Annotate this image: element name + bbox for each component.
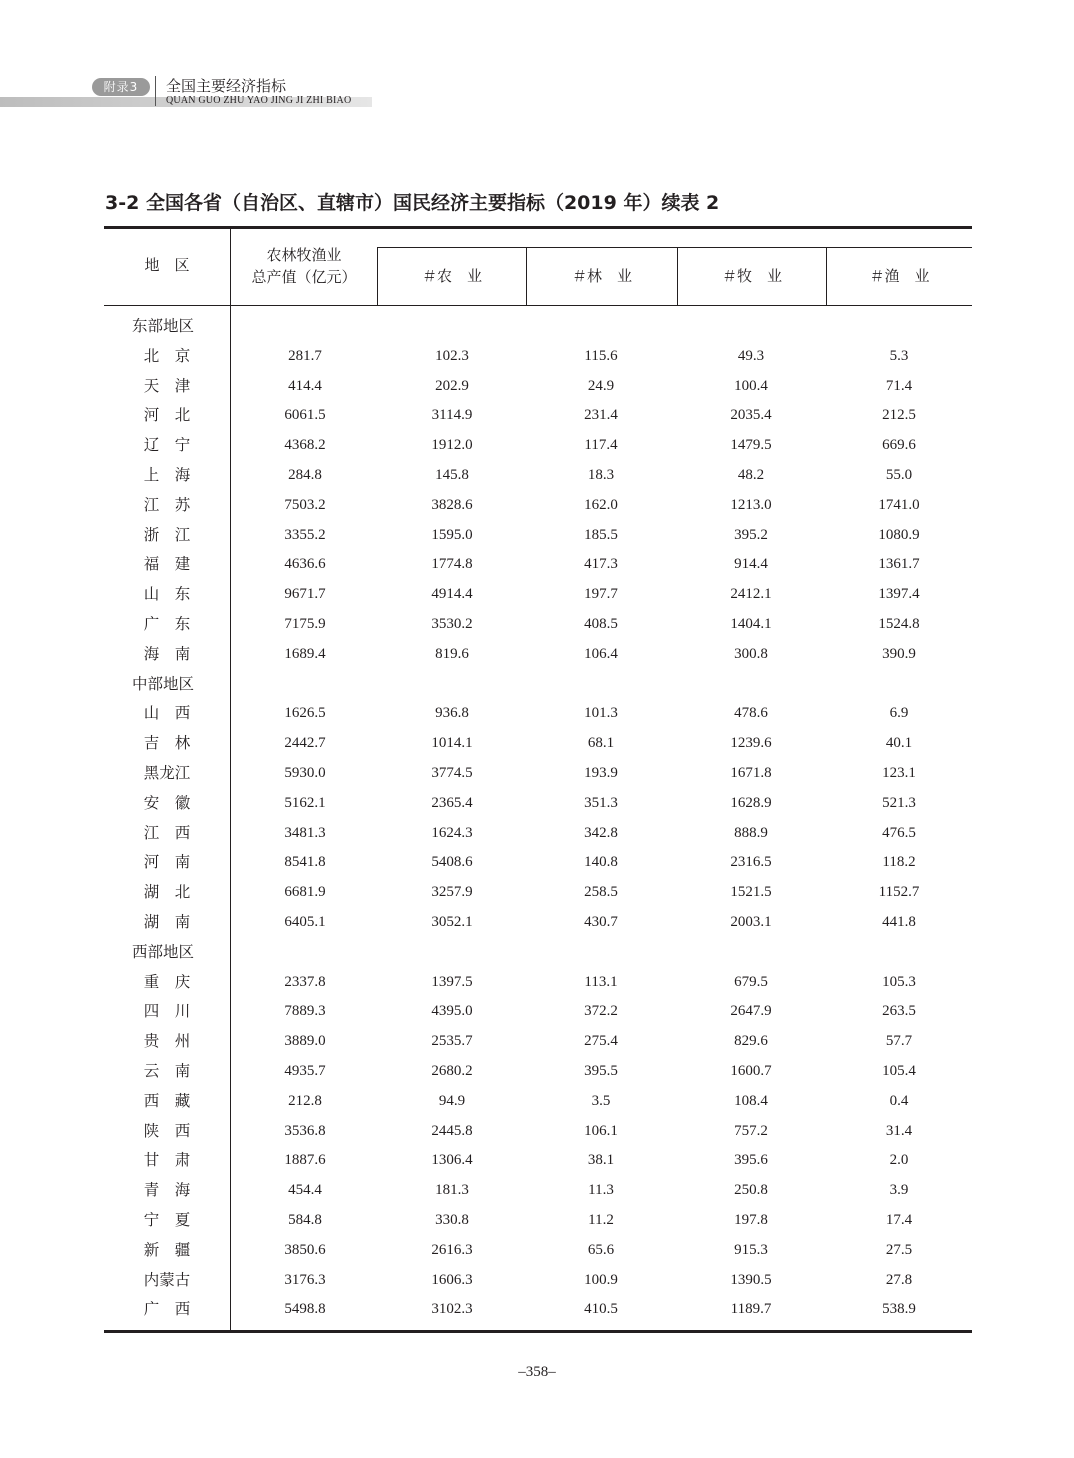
- value-cell: 123.1: [882, 765, 916, 781]
- value-cell: 1479.5: [730, 437, 772, 454]
- value-cell: 2.0: [889, 1152, 909, 1169]
- value-cell: 1524.8: [878, 616, 920, 632]
- value-cell: 888.9: [734, 824, 768, 841]
- value-cell: 108.4: [734, 1092, 768, 1109]
- value-cell: 5408.6: [431, 854, 473, 871]
- region-name: 海 南: [143, 644, 191, 663]
- value-cell: 478.6: [734, 705, 768, 722]
- header-agriculture: ＃农 业: [421, 267, 482, 285]
- value-cell: 2445.8: [431, 1122, 473, 1139]
- value-cell: 105.4: [882, 1063, 916, 1079]
- value-cell: 140.8: [584, 854, 618, 871]
- value-cell: 3102.3: [431, 1301, 473, 1318]
- value-cell: 2680.2: [431, 1063, 473, 1079]
- value-cell: 5930.0: [284, 765, 326, 781]
- group-name: 东部地区: [132, 317, 195, 335]
- value-cell: 351.3: [584, 794, 618, 811]
- region-name: 湖 南: [143, 913, 191, 931]
- value-cell: 162.0: [584, 496, 618, 513]
- value-cell: 106.1: [584, 1122, 618, 1139]
- value-cell: 829.6: [734, 1033, 768, 1050]
- region-name: 江 西: [143, 823, 191, 842]
- table-row: [104, 1294, 972, 1324]
- table-row: [104, 490, 972, 520]
- value-cell: 94.9: [438, 1092, 466, 1109]
- value-cell: 6061.5: [284, 407, 326, 424]
- region-name: 山 西: [143, 704, 191, 723]
- subheader-top-rule: [377, 247, 972, 248]
- value-cell: 48.2: [737, 467, 765, 483]
- region-name: 贵 州: [143, 1032, 191, 1051]
- value-cell: 936.8: [435, 705, 469, 722]
- value-cell: 105.3: [882, 973, 916, 990]
- value-cell: 2442.7: [284, 735, 326, 752]
- header-region: 地 区: [144, 256, 190, 274]
- value-cell: 212.8: [288, 1092, 322, 1109]
- value-cell: 263.5: [882, 1003, 916, 1020]
- table-row: [104, 400, 972, 430]
- header-bottom-rule: [104, 305, 972, 306]
- value-cell: 410.5: [584, 1301, 618, 1318]
- value-cell: 2365.4: [431, 794, 473, 811]
- value-cell: 679.5: [734, 973, 768, 990]
- value-cell: 3052.1: [431, 914, 473, 930]
- value-cell: 0.4: [889, 1092, 909, 1109]
- value-cell: 300.8: [734, 645, 768, 662]
- value-cell: 258.5: [584, 884, 618, 901]
- region-name: 四 川: [143, 1002, 191, 1021]
- value-cell: 281.7: [288, 347, 322, 364]
- value-cell: 454.4: [288, 1182, 322, 1199]
- table-row: [104, 520, 972, 550]
- value-cell: 4395.0: [431, 1003, 473, 1020]
- value-cell: 1671.8: [730, 765, 772, 781]
- value-cell: 7175.9: [284, 616, 326, 632]
- value-cell: 2535.7: [431, 1033, 473, 1050]
- value-cell: 915.3: [734, 1241, 768, 1258]
- value-cell: 430.7: [584, 914, 618, 930]
- value-cell: 27.5: [885, 1241, 913, 1258]
- header-separator: [155, 76, 156, 106]
- value-cell: 1628.9: [730, 794, 772, 811]
- value-cell: 1306.4: [431, 1152, 473, 1169]
- table-row: [104, 639, 972, 669]
- value-cell: 4636.6: [284, 556, 326, 573]
- table-row: [104, 847, 972, 877]
- value-cell: 2647.9: [730, 1003, 772, 1020]
- value-cell: 71.4: [885, 377, 913, 394]
- value-cell: 1189.7: [730, 1301, 772, 1318]
- region-name: 广 西: [143, 1300, 191, 1319]
- value-cell: 1741.0: [878, 496, 920, 513]
- header-forestry: ＃林 业: [571, 267, 632, 285]
- value-cell: 284.8: [288, 467, 322, 483]
- value-cell: 5498.8: [284, 1301, 326, 1318]
- table-row: [104, 698, 972, 728]
- table-row: [104, 430, 972, 460]
- table-row: [104, 1026, 972, 1056]
- value-cell: 3.9: [889, 1182, 909, 1199]
- value-cell: 757.2: [734, 1122, 768, 1139]
- table-row: [104, 1145, 972, 1175]
- value-cell: 669.6: [882, 437, 916, 454]
- value-cell: 819.6: [435, 645, 469, 662]
- value-cell: 476.5: [882, 824, 916, 841]
- value-cell: 4935.7: [284, 1063, 326, 1079]
- table-row: [104, 1235, 972, 1265]
- table-row: [104, 341, 972, 371]
- region-name: 河 南: [143, 853, 191, 872]
- table-row: [104, 1265, 972, 1295]
- value-cell: 27.8: [885, 1271, 913, 1288]
- header-total-line1: 农林牧渔业: [266, 246, 342, 264]
- table-row: [104, 609, 972, 639]
- value-cell: 193.9: [584, 765, 618, 781]
- value-cell: 117.4: [584, 437, 618, 454]
- region-name: 江 苏: [143, 495, 191, 514]
- value-cell: 1774.8: [431, 556, 473, 573]
- group-row: [104, 937, 972, 967]
- region-name: 浙 江: [143, 525, 191, 544]
- value-cell: 212.5: [882, 407, 916, 424]
- header-animal-husbandry: ＃牧 业: [721, 267, 782, 285]
- table-row: [104, 907, 972, 937]
- region-name: 西 藏: [143, 1091, 191, 1110]
- region-name: 吉 林: [143, 734, 191, 753]
- value-cell: 55.0: [885, 467, 913, 483]
- region-name: 河 北: [143, 406, 191, 425]
- table-title: 3-2 全国各省（自治区、直辖市）国民经济主要指标（2019 年）续表 2: [105, 192, 720, 214]
- page-number: –358–: [518, 1364, 556, 1380]
- value-cell: 417.3: [584, 556, 618, 573]
- value-cell: 11.2: [588, 1212, 614, 1228]
- value-cell: 3481.3: [284, 824, 326, 841]
- value-cell: 5162.1: [284, 794, 326, 811]
- table-bottom-rule: [104, 1330, 972, 1333]
- region-name: 广 东: [143, 615, 191, 633]
- region-name: 陕 西: [143, 1121, 191, 1140]
- value-cell: 2316.5: [730, 854, 772, 871]
- table-top-rule: [104, 226, 972, 229]
- value-cell: 2616.3: [431, 1241, 473, 1258]
- value-cell: 4914.4: [431, 586, 473, 603]
- value-cell: 65.6: [587, 1241, 615, 1258]
- value-cell: 17.4: [885, 1212, 913, 1228]
- value-cell: 6.9: [889, 705, 909, 722]
- value-cell: 1152.7: [878, 884, 920, 901]
- value-cell: 100.9: [584, 1271, 618, 1288]
- table-row: [104, 788, 972, 818]
- region-name: 内蒙古: [143, 1270, 191, 1289]
- region-name: 云 南: [143, 1062, 191, 1080]
- region-name: 黑龙江: [143, 764, 191, 782]
- appendix-badge: 附录3: [92, 78, 150, 96]
- table-row: [104, 371, 972, 401]
- region-name: 甘 肃: [143, 1151, 191, 1170]
- value-cell: 6681.9: [284, 884, 326, 901]
- value-cell: 414.4: [288, 377, 322, 394]
- group-row: [104, 669, 972, 699]
- value-cell: 68.1: [587, 735, 615, 752]
- value-cell: 181.3: [435, 1182, 469, 1199]
- value-cell: 31.4: [885, 1122, 913, 1139]
- value-cell: 1213.0: [730, 496, 772, 513]
- value-cell: 2003.1: [730, 914, 772, 930]
- value-cell: 390.9: [882, 645, 916, 662]
- value-cell: 24.9: [587, 377, 615, 394]
- region-name: 青 海: [143, 1181, 191, 1200]
- table-row: [104, 579, 972, 609]
- table-row: [104, 460, 972, 490]
- value-cell: 8541.8: [284, 854, 326, 871]
- value-cell: 106.4: [584, 645, 618, 662]
- value-cell: 330.8: [435, 1212, 469, 1228]
- group-row: [104, 311, 972, 341]
- value-cell: 1080.9: [878, 526, 920, 543]
- value-cell: 102.3: [435, 347, 469, 364]
- value-cell: 1397.4: [878, 586, 920, 603]
- region-name: 安 徽: [143, 793, 191, 812]
- table-row: [104, 996, 972, 1026]
- value-cell: 3355.2: [284, 526, 326, 543]
- value-cell: 2035.4: [730, 407, 772, 424]
- table-row: [104, 1175, 972, 1205]
- value-cell: 1689.4: [284, 645, 326, 662]
- value-cell: 1595.0: [431, 526, 473, 543]
- value-cell: 914.4: [734, 556, 768, 573]
- value-cell: 1390.5: [730, 1271, 772, 1288]
- region-name: 北 京: [143, 346, 191, 365]
- region-name: 湖 北: [143, 883, 191, 902]
- value-cell: 275.4: [584, 1033, 618, 1050]
- group-name: 中部地区: [132, 674, 195, 693]
- value-cell: 342.8: [584, 824, 618, 841]
- value-cell: 3114.9: [431, 407, 473, 424]
- value-cell: 5.3: [889, 347, 909, 364]
- header-subtitle: QUAN GUO ZHU YAO JING JI ZHI BIAO: [166, 95, 352, 106]
- value-cell: 395.5: [584, 1063, 618, 1079]
- value-cell: 3850.6: [284, 1241, 326, 1258]
- value-cell: 145.8: [435, 467, 469, 483]
- table-row: [104, 1205, 972, 1235]
- value-cell: 3889.0: [284, 1033, 326, 1050]
- value-cell: 408.5: [584, 616, 618, 632]
- table-row: [104, 1116, 972, 1146]
- value-cell: 1397.5: [431, 973, 473, 990]
- value-cell: 3828.6: [431, 496, 473, 513]
- value-cell: 395.6: [734, 1152, 768, 1169]
- value-cell: 202.9: [435, 377, 469, 394]
- value-cell: 538.9: [882, 1301, 916, 1318]
- table-row: [104, 1086, 972, 1116]
- region-name: 天 津: [143, 376, 191, 395]
- header-fishery: ＃渔 业: [869, 267, 930, 285]
- region-name: 辽 宁: [143, 436, 191, 455]
- table-row: [104, 1056, 972, 1086]
- region-name: 上 海: [143, 466, 191, 484]
- value-cell: 584.8: [288, 1212, 322, 1228]
- value-cell: 1239.6: [730, 735, 772, 752]
- value-cell: 197.8: [734, 1212, 768, 1228]
- value-cell: 4368.2: [284, 437, 326, 454]
- value-cell: 197.7: [584, 586, 618, 603]
- value-cell: 49.3: [737, 347, 765, 364]
- value-cell: 395.2: [734, 526, 768, 543]
- table-row: [104, 877, 972, 907]
- value-cell: 1606.3: [431, 1271, 473, 1288]
- value-cell: 101.3: [584, 705, 618, 722]
- value-cell: 1912.0: [431, 437, 473, 454]
- value-cell: 1361.7: [878, 556, 920, 573]
- value-cell: 1521.5: [730, 884, 772, 901]
- group-name: 西部地区: [132, 942, 195, 961]
- region-name: 重 庆: [143, 972, 191, 991]
- value-cell: 521.3: [882, 794, 916, 811]
- region-name: 福 建: [143, 555, 191, 574]
- value-cell: 1624.3: [431, 824, 473, 841]
- value-cell: 3530.2: [431, 616, 473, 632]
- header-title: 全国主要经济指标: [166, 77, 287, 95]
- value-cell: 2412.1: [730, 586, 772, 603]
- value-cell: 6405.1: [284, 914, 326, 930]
- value-cell: 231.4: [584, 407, 618, 424]
- region-name: 宁 夏: [143, 1211, 191, 1229]
- table-row: [104, 818, 972, 848]
- value-cell: 3176.3: [284, 1271, 326, 1288]
- region-name: 山 东: [143, 585, 191, 604]
- value-cell: 3536.8: [284, 1122, 326, 1139]
- value-cell: 57.7: [885, 1033, 913, 1050]
- value-cell: 115.6: [584, 347, 618, 364]
- value-cell: 18.3: [587, 467, 615, 483]
- value-cell: 40.1: [885, 735, 913, 752]
- value-cell: 100.4: [734, 377, 768, 394]
- value-cell: 3.5: [591, 1092, 611, 1109]
- value-cell: 441.8: [882, 914, 916, 930]
- value-cell: 1887.6: [284, 1152, 326, 1169]
- value-cell: 113.1: [584, 973, 618, 990]
- header-total-line2: 总产值（亿元）: [251, 268, 357, 286]
- table-row: [104, 758, 972, 788]
- value-cell: 7889.3: [284, 1003, 326, 1020]
- value-cell: 2337.8: [284, 973, 326, 990]
- table-row: [104, 549, 972, 579]
- table-row: [104, 728, 972, 758]
- value-cell: 3774.5: [431, 765, 473, 781]
- value-cell: 38.1: [587, 1152, 615, 1169]
- value-cell: 118.2: [882, 854, 916, 871]
- value-cell: 372.2: [584, 1003, 618, 1020]
- value-cell: 1404.1: [730, 616, 772, 632]
- value-cell: 1600.7: [730, 1063, 772, 1079]
- region-name: 新 疆: [143, 1240, 191, 1259]
- value-cell: 1014.1: [431, 735, 473, 752]
- value-cell: 185.5: [584, 526, 618, 543]
- value-cell: 1626.5: [284, 705, 326, 722]
- value-cell: 9671.7: [284, 586, 326, 603]
- value-cell: 7503.2: [284, 496, 326, 513]
- value-cell: 11.3: [588, 1182, 614, 1199]
- table-row: [104, 967, 972, 997]
- value-cell: 3257.9: [431, 884, 473, 901]
- value-cell: 250.8: [734, 1182, 768, 1199]
